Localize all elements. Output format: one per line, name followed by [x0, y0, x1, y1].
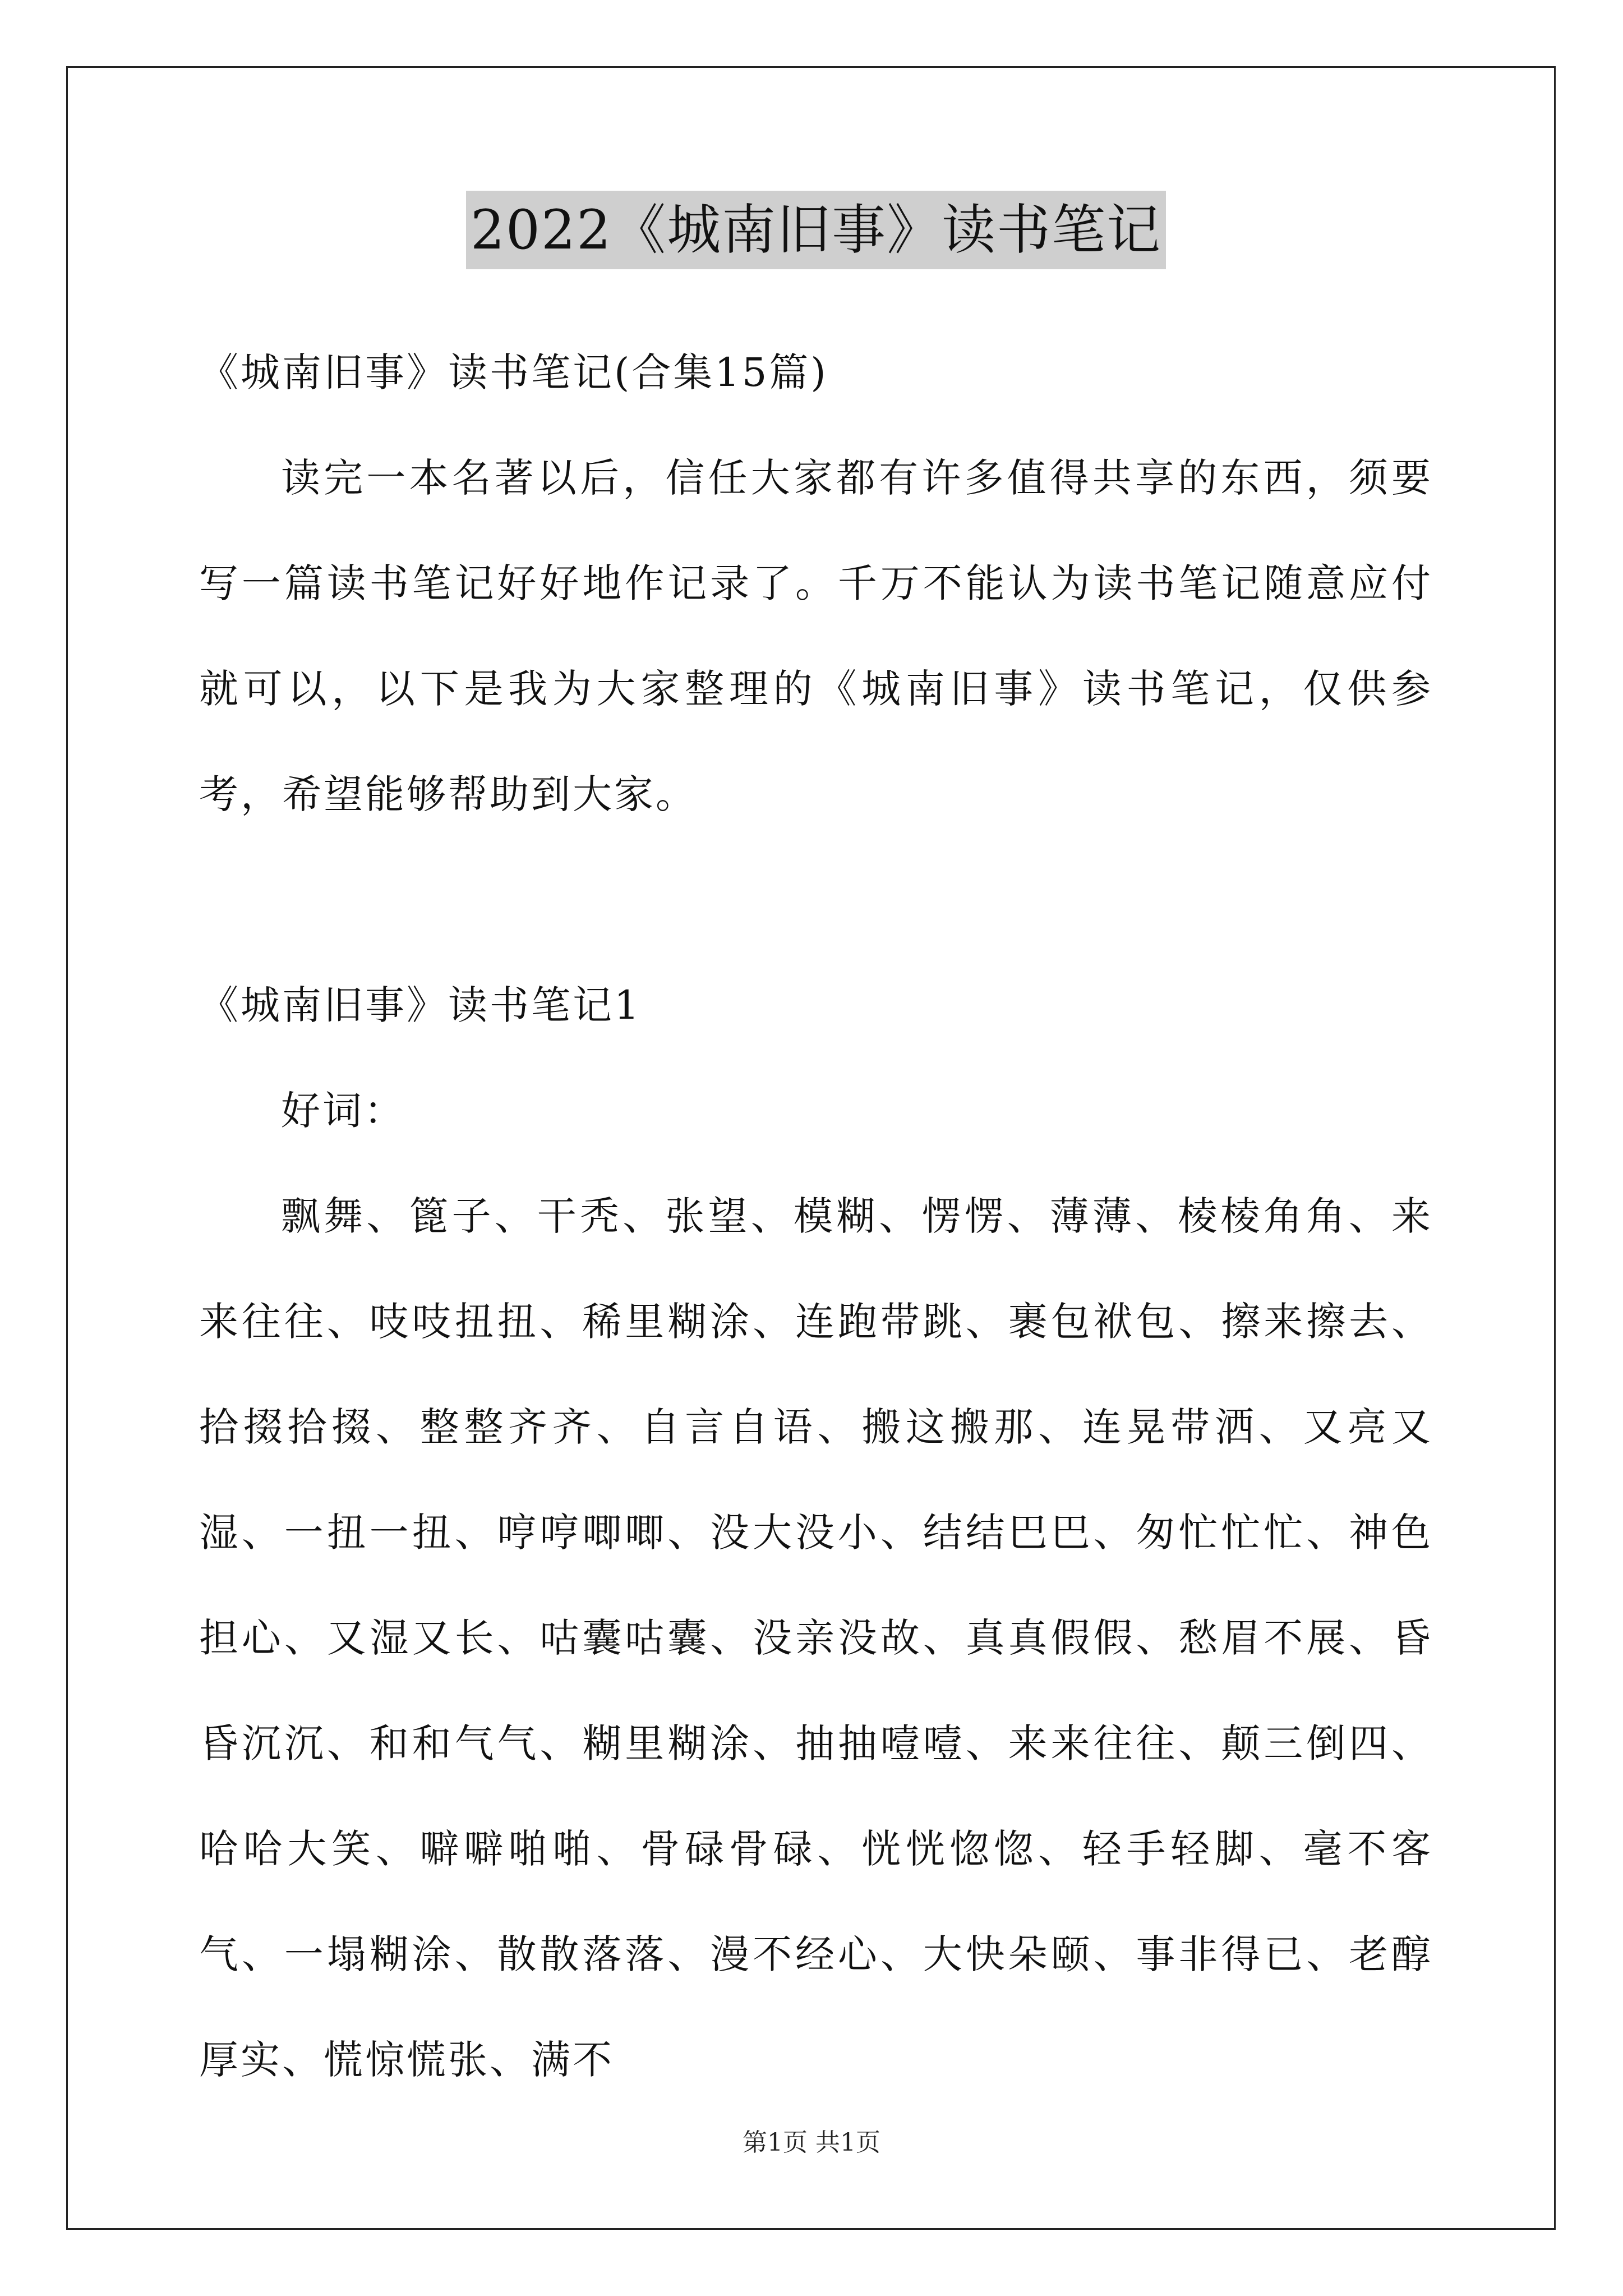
paragraph-spacer — [199, 847, 1433, 953]
document-title: 2022《城南旧事》读书笔记 — [466, 191, 1166, 269]
good-words-list: 飘舞、篦子、干秃、张望、模糊、愣愣、薄薄、棱棱角角、来来往往、吱吱扭扭、稀里糊涂、连跑带跳、裹包袱包、擦来擦去、拾掇拾掇、整整齐齐、自言自语、搬这搬那、连晃带洒、又亮又湿、一扭一扭、哼哼唧唧、没大没小、结结巴巴、匆忙忙忙、神色担心、又湿又长、咕囊咕囊、没亲没故、真真假假、愁眉不展、昏昏沉沉、和和气气、糊里糊涂、抽抽噎噎、来来往往、颠三倒四、哈哈大笑、噼噼啪啪、骨碌骨碌、恍恍惚惚、轻手轻脚、毫不客气、一塌糊涂、散散落落、漫不经心、大快朵颐、事非得已、老醇厚实、慌惊慌张、满不 — [199, 1193, 1433, 2083]
good-words-label: 好词： — [281, 1088, 405, 1134]
document-body — [199, 191, 1433, 2113]
title-container — [199, 191, 1433, 269]
collection-subtitle: 《城南旧事》读书笔记(合集15篇) — [199, 349, 828, 395]
section-heading: 《城南旧事》读书笔记1 — [199, 982, 642, 1028]
page-footer: 第1页 共1页 — [743, 2128, 880, 2157]
intro-paragraph: 读完一本名著以后，信任大家都有许多值得共享的东西，须要写一篇读书笔记好好地作记录了。千万不能认为读书笔记随意应付就可以，以下是我为大家整理的《城南旧事》读书笔记，仅供参考，希望能够帮助到大家。 — [199, 455, 1433, 817]
